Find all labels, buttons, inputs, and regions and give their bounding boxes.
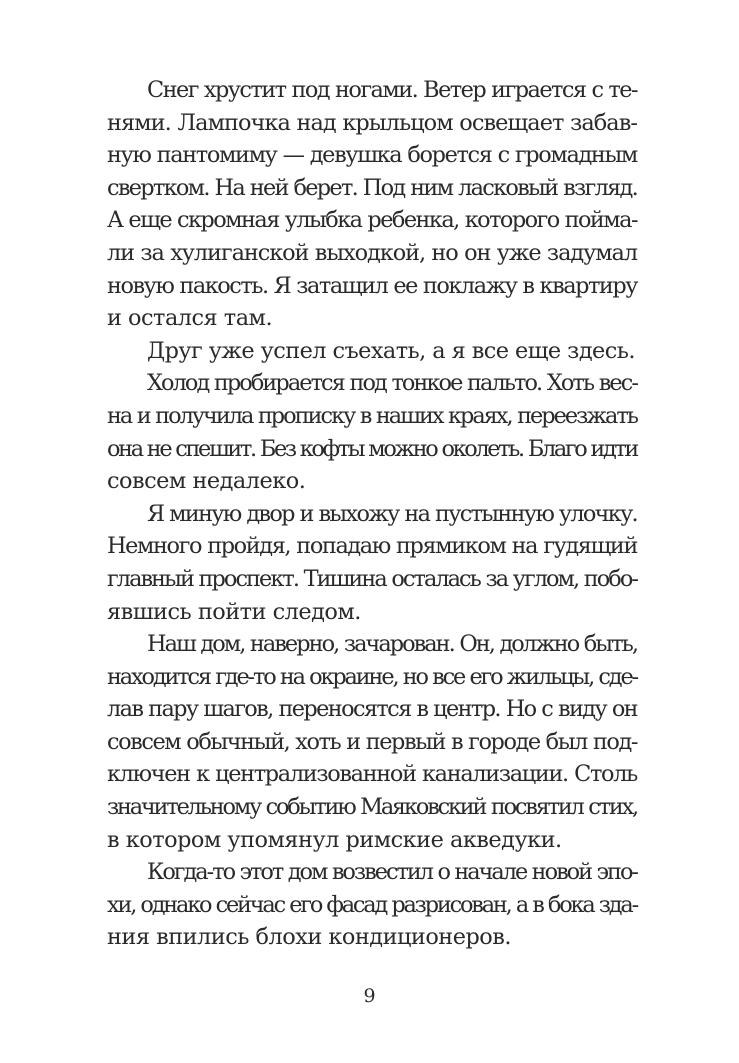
- text-line: лав пару шагов, переносятся в центр. Но с виду он: [107, 696, 637, 723]
- text-line: в котором упомянул римские акведуки.: [107, 826, 562, 853]
- text-line: новую пакость. Я затащил ее поклажу в квартиру: [107, 272, 637, 299]
- text-line: Снег хрустит под ногами. Ветер играется с те-: [147, 77, 637, 103]
- text-line: совсем недалеко.: [107, 468, 306, 495]
- paragraph: [107, 74, 637, 335]
- text-line: Холод пробирается под тонкое пальто. Хоть вес-: [147, 370, 637, 397]
- text-line: Когда-то этот дом возвестил о начале новой эпо-: [147, 859, 637, 886]
- text-line: Друг уже успел съехать, а я все еще здесь.: [147, 337, 635, 364]
- text-line: Немного пройдя, попадаю прямиком на гудящий: [107, 533, 637, 560]
- paragraph: [107, 335, 637, 368]
- text-line: она не спешит. Без кофты можно околеть. Благо идти: [107, 435, 637, 462]
- text-line: совсем обычный, хоть и первый в городе был под-: [107, 728, 637, 755]
- paragraph: [107, 628, 637, 856]
- text-line: ключен к централизованной канализации. Столь: [107, 761, 637, 788]
- text-line: хи, однако сейчас его фасад разрисован, а в бока зда-: [107, 891, 637, 918]
- text-line: явшись пойти следом.: [107, 598, 361, 625]
- text-line: главный проспект. Тишина осталась за углом, побо-: [107, 565, 637, 592]
- text-line: Я миную двор и выхожу на пустынную улочку.: [147, 500, 637, 527]
- text-line: Наш дом, наверно, зачарован. Он, должно быть,: [147, 631, 637, 658]
- text-line: нями. Лампочка над крыльцом освещает забав-: [107, 109, 637, 136]
- paragraph: [107, 498, 637, 628]
- text-line: ли за хулиганской выходкой, но он уже задумал: [107, 239, 637, 266]
- text-line: значительному событию Маяковский посвятил стих,: [107, 794, 637, 821]
- text-line: свертком. На ней берет. Под ним ласковый взгляд.: [107, 174, 637, 201]
- text-line: на и получила прописку в наших краях, переезжать: [107, 402, 637, 429]
- text-line: А еще скромная улыбка ребенка, которого пойма-: [107, 207, 637, 234]
- text-line: ную пантомиму — девушка борется с громадным: [107, 142, 637, 169]
- body-text: [107, 74, 637, 954]
- text-line: и остался там.: [107, 305, 273, 332]
- paragraph: [107, 856, 637, 954]
- page-number: 9: [363, 985, 376, 1007]
- text-line: находится где-то на окраине, но все его жильцы, сде-: [107, 663, 637, 690]
- text-line: ния впились блохи кондиционеров.: [107, 924, 512, 951]
- paragraph: [107, 367, 637, 497]
